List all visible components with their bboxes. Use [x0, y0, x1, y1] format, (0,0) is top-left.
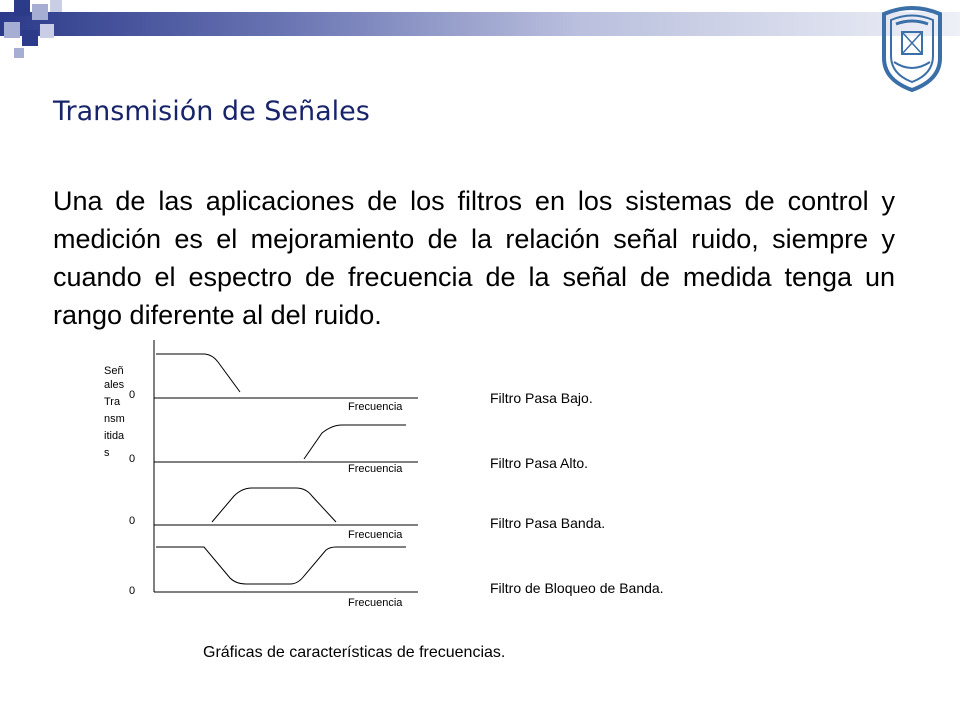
- filter-label-high-pass: Filtro Pasa Alto.: [490, 455, 589, 471]
- low-pass-curve: [156, 354, 240, 392]
- filter-label-band-stop: Filtro de Bloqueo de Banda.: [490, 580, 664, 596]
- filter-label-band-pass: Filtro Pasa Banda.: [490, 515, 606, 531]
- frequency-label: Frecuencia: [348, 401, 403, 413]
- frequency-labels: [348, 401, 403, 609]
- slide-body-text: Una de las aplicaciones de los filtros en los sistemas de control y medición es el mejoramiento de la relación señal ruido, siempre y cuando el espectro de frecuencia de la señal de medida tenga un rango diferente al del ruido.: [53, 186, 895, 330]
- zero-label: 0: [129, 389, 136, 401]
- band-stop-curve: [156, 547, 406, 584]
- y-axis-label-line: ales: [104, 379, 125, 391]
- slide-title: Transmisión de Señales: [53, 96, 370, 127]
- zero-markers: [129, 389, 135, 597]
- frequency-label: Frecuencia: [348, 463, 403, 475]
- zero-label: 0: [129, 515, 136, 527]
- frequency-label: Frecuencia: [348, 529, 403, 541]
- y-axis-label-line: itida: [104, 430, 125, 442]
- zero-label: 0: [129, 453, 136, 465]
- band-pass-curve: [212, 488, 336, 522]
- y-axis-label: [104, 365, 125, 459]
- high-pass-curve: [304, 425, 406, 459]
- y-axis-label-line: Señ: [104, 365, 124, 377]
- frequency-label: Frecuencia: [348, 597, 403, 609]
- y-axis-label-line: s: [104, 447, 110, 459]
- zero-label: 0: [129, 585, 136, 597]
- y-axis-label-line: Tra: [104, 396, 121, 408]
- y-axis-label-line: nsm: [104, 413, 125, 425]
- figure-caption: Gráficas de características de frecuencias.: [203, 644, 506, 661]
- filter-label-low-pass: Filtro Pasa Bajo.: [490, 390, 593, 406]
